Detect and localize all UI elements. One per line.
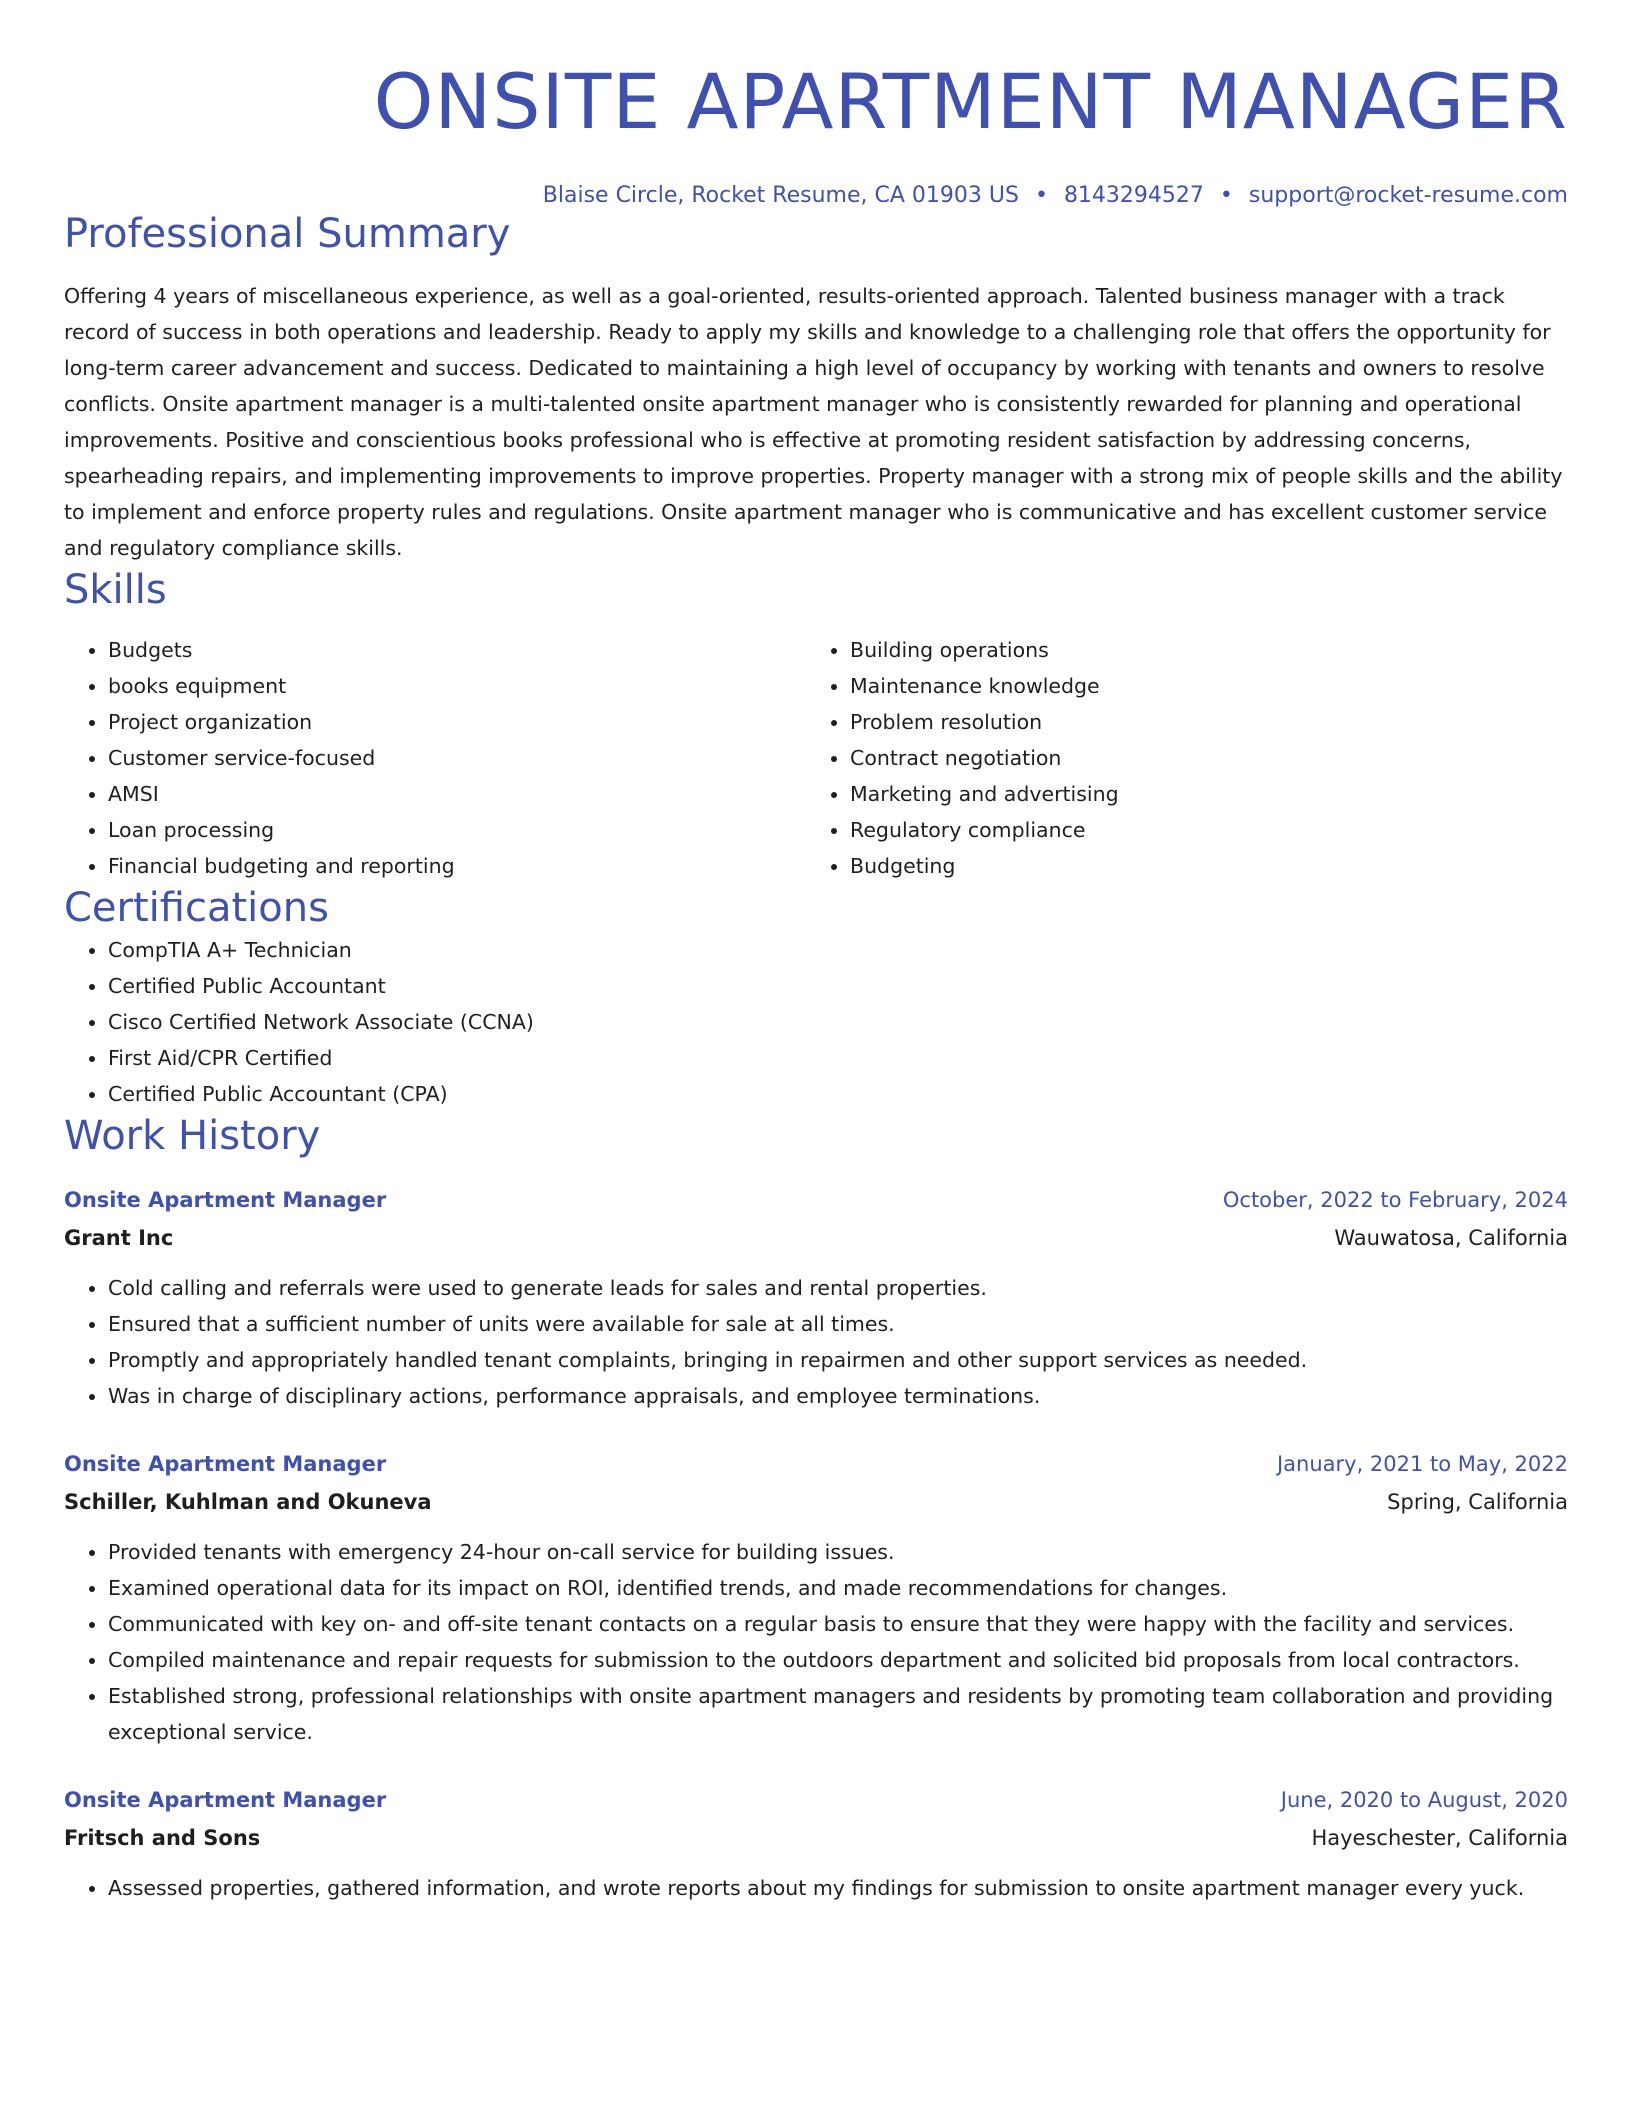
certification-item: • CompTIA A+ Technician xyxy=(108,932,1568,968)
job-bullet: • Compiled maintenance and repair requests for submission to the outdoors department and solicited bid proposals from local contractors. xyxy=(108,1642,1568,1678)
job-entry xyxy=(64,1182,1568,1414)
certifications-heading: Certifications xyxy=(64,885,329,931)
skill-item: • Loan processing xyxy=(108,812,806,848)
job-header-row xyxy=(64,1446,1568,1482)
job-bullets xyxy=(64,1534,1568,1750)
skill-item: • Marketing and advertising xyxy=(850,776,1548,812)
job-bullet: • Ensured that a sufficient number of units were available for sale at all times. xyxy=(108,1306,1568,1342)
job-bullet: • Was in charge of disciplinary actions, performance appraisals, and employee terminations. xyxy=(108,1378,1568,1414)
job-location: Wauwatosa, California xyxy=(1334,1226,1568,1250)
job-bullets xyxy=(64,1870,1568,1906)
skills-list-right xyxy=(806,632,1548,884)
skill-item: • Budgeting xyxy=(850,848,1548,884)
summary-heading: Professional Summary xyxy=(64,211,511,257)
job-company-row xyxy=(64,1482,1568,1522)
skill-item: • Budgets xyxy=(108,632,806,668)
job-bullet: • Promptly and appropriately handled tenant complaints, bringing in repairmen and other support services as needed. xyxy=(108,1342,1568,1378)
contact-email[interactable]: support@rocket-resume.com xyxy=(1248,183,1568,208)
job-bullet: • Established strong, professional relationships with onsite apartment managers and residents by promoting team collaboration and providing exceptional service. xyxy=(108,1678,1568,1750)
job-dates: June, 2020 to August, 2020 xyxy=(1280,1788,1568,1812)
skill-item: • Project organization xyxy=(108,704,806,740)
resume-name: ONSITE APARTMENT MANAGER xyxy=(373,57,1568,146)
job-company-row xyxy=(64,1818,1568,1858)
contact-line xyxy=(64,182,1568,210)
job-bullet: • Provided tenants with emergency 24-hour on-call service for building issues. xyxy=(108,1534,1568,1570)
skill-item: • AMSI xyxy=(108,776,806,812)
job-header-row xyxy=(64,1782,1568,1818)
job-bullet: • Cold calling and referrals were used to generate leads for sales and rental properties. xyxy=(108,1270,1568,1306)
skill-item: • Maintenance knowledge xyxy=(850,668,1548,704)
job-title: Onsite Apartment Manager xyxy=(64,1188,387,1212)
job-bullets xyxy=(64,1270,1568,1414)
skill-item: • Financial budgeting and reporting xyxy=(108,848,806,884)
certification-item: • Certified Public Accountant xyxy=(108,968,1568,1004)
certification-item: • Cisco Certified Network Associate (CCNA) xyxy=(108,1004,1568,1040)
work-history-heading: Work History xyxy=(64,1113,321,1159)
skill-item: • Problem resolution xyxy=(850,704,1548,740)
certifications-list xyxy=(64,932,1568,1112)
job-bullet: • Communicated with key on- and off-site tenant contacts on a regular basis to ensure that they were happy with the facility and services. xyxy=(108,1606,1568,1642)
job-bullet: • Assessed properties, gathered information, and wrote reports about my findings for submission to onsite apartment manager every yuck. xyxy=(108,1870,1568,1906)
job-company: Fritsch and Sons xyxy=(64,1826,261,1850)
skills-list-left xyxy=(64,632,806,884)
contact-separator: • xyxy=(1034,183,1048,208)
job-title: Onsite Apartment Manager xyxy=(64,1788,387,1812)
job-location: Spring, California xyxy=(1387,1490,1568,1514)
certification-item: • Certified Public Accountant (CPA) xyxy=(108,1076,1568,1112)
job-location: Hayeschester, California xyxy=(1311,1826,1568,1850)
job-company: Schiller, Kuhlman and Okuneva xyxy=(64,1490,432,1514)
job-company: Grant Inc xyxy=(64,1226,174,1250)
contact-phone: 8143294527 xyxy=(1063,183,1204,208)
skills-heading: Skills xyxy=(64,567,167,613)
job-company-row xyxy=(64,1218,1568,1258)
skills-columns xyxy=(64,632,1568,884)
certification-item: • First Aid/CPR Certified xyxy=(108,1040,1568,1076)
job-dates: October, 2022 to February, 2024 xyxy=(1222,1188,1568,1212)
job-dates: January, 2021 to May, 2022 xyxy=(1276,1452,1568,1476)
job-bullet: • Examined operational data for its impact on ROI, identified trends, and made recommendations for changes. xyxy=(108,1570,1568,1606)
contact-address: Blaise Circle, Rocket Resume, CA 01903 US xyxy=(542,183,1019,208)
job-header-row xyxy=(64,1182,1568,1218)
contact-separator: • xyxy=(1219,183,1233,208)
skill-item: • Contract negotiation xyxy=(850,740,1548,776)
skill-item: • Regulatory compliance xyxy=(850,812,1548,848)
skill-item: • Customer service-focused xyxy=(108,740,806,776)
skill-item: • books equipment xyxy=(108,668,806,704)
resume-page xyxy=(64,0,1568,1906)
job-entry xyxy=(64,1782,1568,1906)
summary-text: Offering 4 years of miscellaneous experience, as well as a goal-oriented, results-oriented approach. Talented business manager with a track record of success in both operations and leadership. Ready to apply my skills and knowledge to a challenging role that offers the opportunity for long-term career advancement and success. Dedicated to maintaining a high level of occupancy by working with tenants and owners to resolve conflicts. Onsite apartment manager is a multi-talented onsite apartment manager who is consistently rewarded for planning and operational improvements. Positive and conscientious books professional who is effective at promoting resident satisfaction by addressing concerns, spearheading repairs, and implementing improvements to improve properties. Property manager with a strong mix of people skills and the ability to implement and enforce property rules and regulations. Onsite apartment manager who is communicative and has excellent customer service and regulatory compliance skills. xyxy=(64,284,1563,560)
skill-item: • Building operations xyxy=(850,632,1548,668)
job-entry xyxy=(64,1446,1568,1750)
job-title: Onsite Apartment Manager xyxy=(64,1452,387,1476)
